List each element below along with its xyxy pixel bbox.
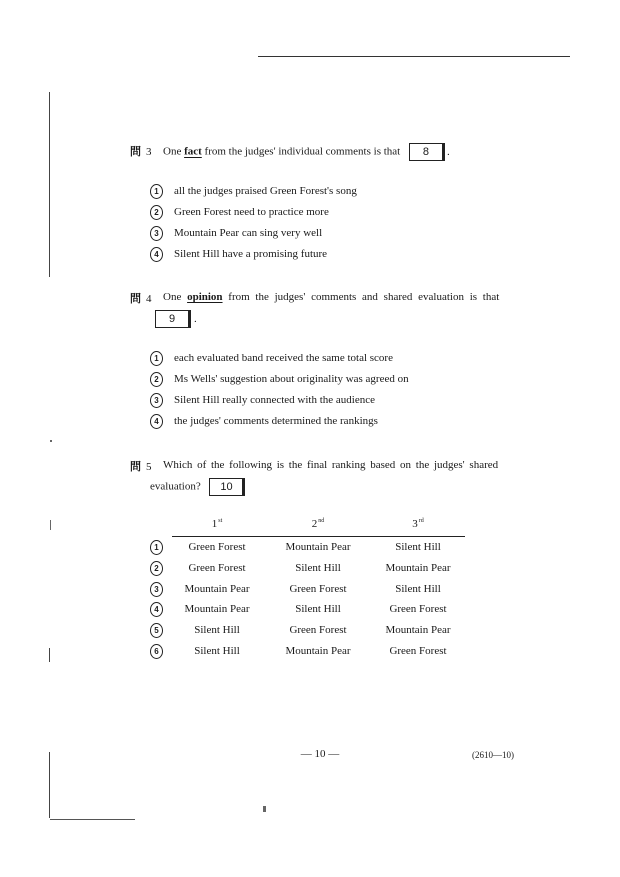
rank-third: Silent Hill: [395, 541, 441, 553]
rank-third: Green Forest: [389, 603, 447, 615]
choice-text: the judges' comments determined the rankings: [174, 415, 378, 427]
rank-first: Silent Hill: [194, 645, 240, 657]
header-ordinal: 3: [412, 518, 418, 530]
choice-marker: 2: [150, 561, 163, 576]
exam-code: (2610—10): [472, 750, 514, 760]
rank-second: Mountain Pear: [285, 541, 351, 553]
header-ordinal: 2: [311, 518, 318, 530]
q5-choice-1[interactable]: [150, 539, 441, 555]
left-margin-line-bottom: [49, 752, 50, 818]
rank-first: Mountain Pear: [184, 603, 250, 615]
choice-marker: 1: [150, 184, 163, 199]
rank-first: Mountain Pear: [184, 583, 250, 595]
choice-text: Green Forest need to practice more: [174, 206, 329, 218]
rank-second: Silent Hill: [295, 603, 341, 615]
choice-marker: 3: [150, 226, 163, 241]
rank-second: Green Forest: [289, 624, 347, 636]
stem-period: .: [194, 312, 197, 325]
header-suffix: nd: [318, 518, 325, 525]
stem-text: One: [163, 145, 182, 158]
scan-speck: [50, 520, 51, 530]
answer-box-10[interactable]: [209, 478, 243, 496]
q4-choice-3[interactable]: [150, 392, 375, 408]
choice-marker: 1: [150, 351, 163, 366]
stem-text: from the judges' individual comments is that: [204, 145, 401, 158]
choice-marker: 5: [150, 623, 163, 638]
rank-third: Mountain Pear: [385, 562, 451, 574]
question-number: 4: [146, 293, 153, 305]
q4-choice-2[interactable]: [150, 371, 409, 387]
q3-choice-4[interactable]: [150, 246, 327, 262]
question-4-stem: [163, 290, 499, 304]
q5-choice-3[interactable]: [150, 581, 441, 597]
answer-box-number: 9: [168, 313, 176, 325]
rank-first: Silent Hill: [194, 624, 240, 636]
stem-period: .: [446, 145, 450, 158]
stem-text: Which of the following is the final ranking based on the judges' shared: [163, 459, 499, 471]
q5-choice-5[interactable]: [150, 622, 451, 638]
question-3-stem: [163, 143, 450, 161]
question-mark-kanji: 問: [130, 293, 142, 305]
scan-speck: [50, 440, 52, 442]
column-header-2nd: [268, 518, 368, 530]
question-5-stem: [163, 458, 498, 472]
answer-box-number: 10: [220, 481, 233, 493]
rank-third: Mountain Pear: [385, 624, 451, 636]
bottom-margin-rule: [50, 819, 135, 820]
left-margin-line: [49, 92, 50, 277]
choice-text: each evaluated band received the same total score: [174, 352, 393, 364]
rank-second: Mountain Pear: [285, 645, 351, 657]
column-header-3rd: [368, 518, 468, 530]
scan-speck: [263, 806, 266, 812]
question-number: 3: [146, 146, 153, 158]
choice-marker: 6: [150, 644, 163, 659]
answer-box-8[interactable]: [409, 143, 443, 161]
q5-choice-2[interactable]: [150, 560, 451, 576]
rank-third: Green Forest: [389, 645, 447, 657]
choice-marker: 4: [150, 247, 163, 262]
choice-marker: 4: [150, 602, 163, 617]
table-header-rule: [172, 536, 465, 537]
question-mark-kanji: 問: [130, 146, 142, 158]
q4-choice-1[interactable]: [150, 350, 393, 366]
rank-first: Green Forest: [188, 541, 246, 553]
choice-text: Mountain Pear can sing very well: [174, 227, 323, 239]
choice-marker: 3: [150, 393, 163, 408]
column-header-1st: [167, 518, 267, 530]
rank-third: Silent Hill: [395, 583, 441, 595]
stem-keyword: fact: [184, 145, 202, 158]
stem-keyword: opinion: [187, 291, 223, 303]
choice-text: all the judges praised Green Forest's song: [174, 185, 357, 197]
q4-choice-4[interactable]: [150, 413, 378, 429]
header-suffix: rd: [418, 518, 424, 525]
left-margin-mark: [49, 648, 50, 662]
choice-marker: 2: [150, 372, 163, 387]
choice-marker: 2: [150, 205, 163, 220]
question-4-stem-line2: [155, 310, 197, 328]
question-mark-kanji: 問: [130, 461, 142, 473]
header-suffix: st: [218, 518, 223, 525]
question-4-label: [130, 290, 153, 306]
choice-marker: 1: [150, 540, 163, 555]
choice-marker: 3: [150, 582, 163, 597]
choice-text: Silent Hill really connected with the audience: [174, 394, 375, 406]
q5-choice-6[interactable]: [150, 643, 447, 659]
rank-second: Green Forest: [289, 583, 347, 595]
q5-choice-4[interactable]: [150, 601, 447, 617]
choice-text: Ms Wells' suggestion about originality was agreed on: [174, 373, 409, 385]
stem-text: from the judges' comments and shared evaluation is that: [228, 291, 500, 303]
stem-text: One: [163, 291, 182, 303]
header-rule: [258, 56, 570, 57]
question-number: 5: [146, 461, 153, 473]
rank-first: Green Forest: [188, 562, 246, 574]
stem-text: evaluation?: [150, 480, 201, 493]
header-ordinal: 1: [211, 518, 218, 530]
choice-marker: 4: [150, 414, 163, 429]
q3-choice-2[interactable]: [150, 204, 329, 220]
page-number: — 10 —: [300, 748, 340, 760]
question-5-stem-line2: [150, 478, 243, 496]
q3-choice-1[interactable]: [150, 183, 357, 199]
question-5-label: [130, 458, 153, 474]
choice-text: Silent Hill have a promising future: [174, 248, 328, 260]
answer-box-9[interactable]: [155, 310, 189, 328]
answer-box-number: 8: [422, 146, 430, 158]
q3-choice-3[interactable]: [150, 225, 322, 241]
question-3-label: [130, 143, 153, 159]
rank-second: Silent Hill: [295, 562, 341, 574]
